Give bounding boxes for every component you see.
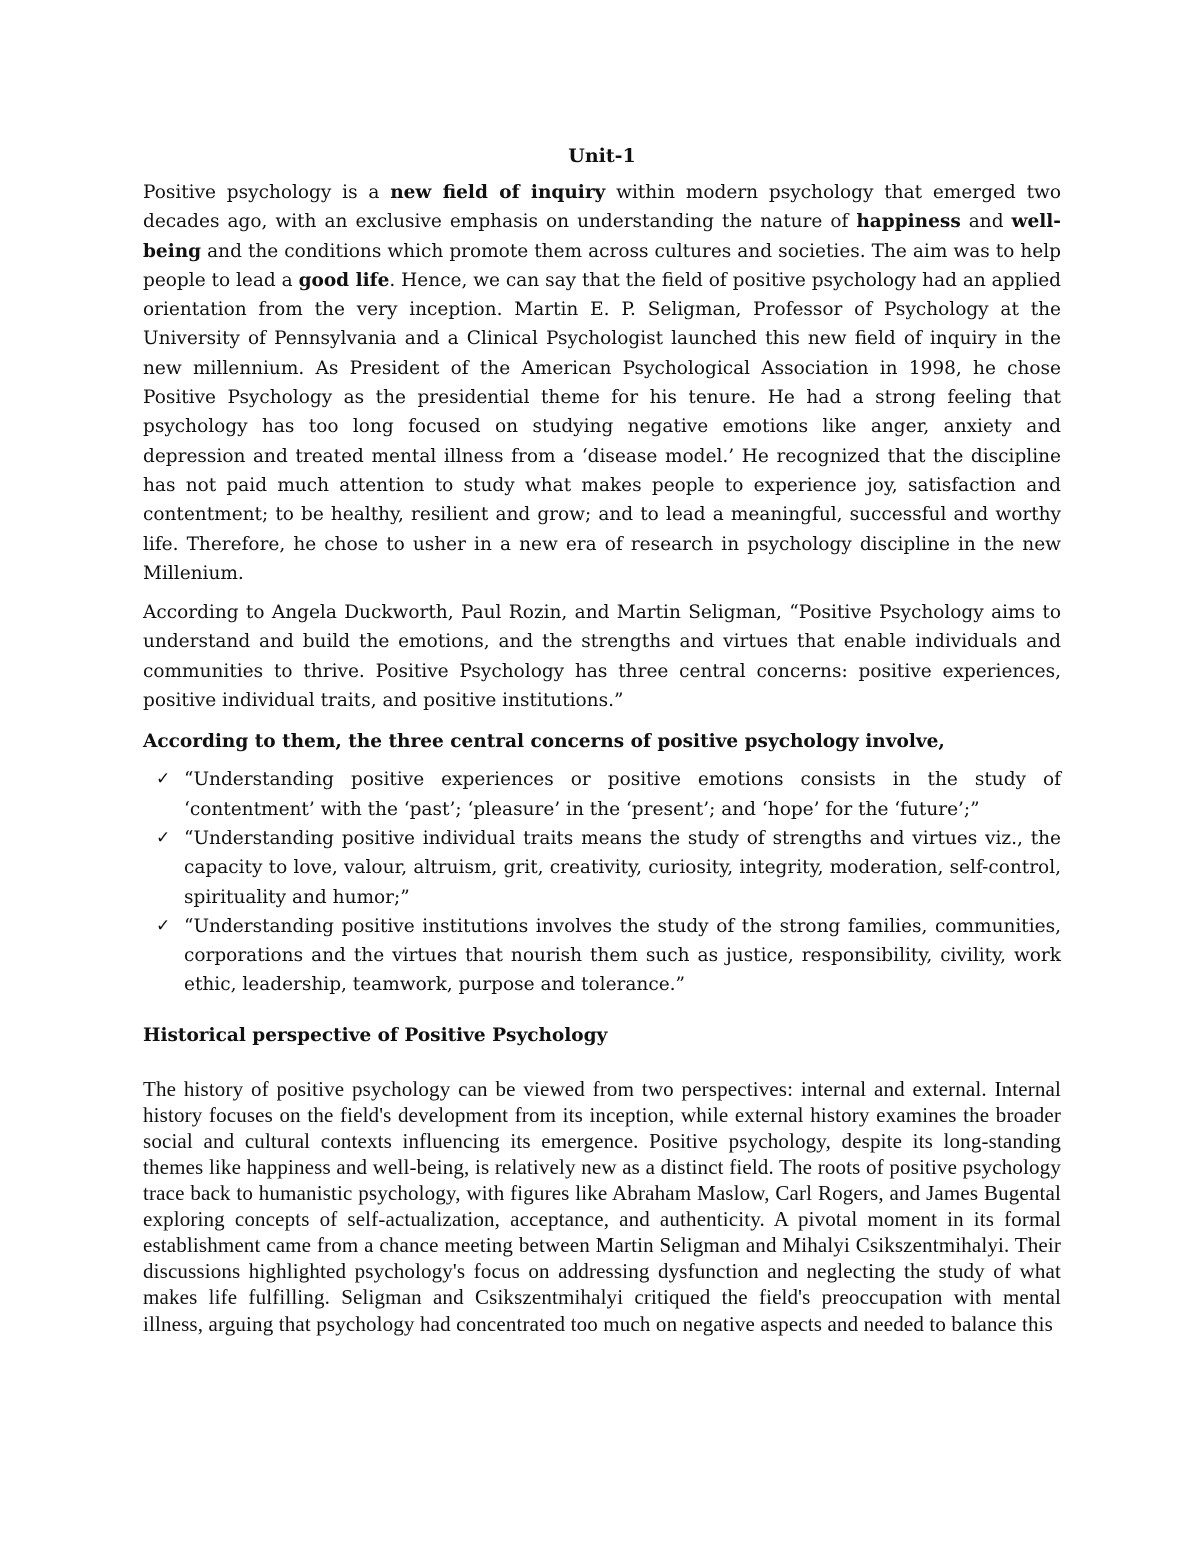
- checkmark-icon: ✓: [156, 915, 171, 936]
- intro-bold-term: well-being: [143, 211, 1061, 262]
- list-item-text: “Understanding positive individual traits means the study of strengths and virtues viz., the capacity to love, valour, altruism, grit, creativity, curiosity, integrity, moderation, self-control, spirituality and humor;”: [184, 827, 1061, 908]
- list-item: [143, 765, 1061, 824]
- concerns-heading: According to them, the three central concerns of positive psychology involve,: [143, 731, 945, 753]
- list-item: [143, 912, 1061, 1000]
- intro-bold-term: happiness: [856, 211, 961, 233]
- intro-bold-term: good life: [298, 269, 390, 291]
- intro-text: . Hence, we can say that the field of positive psychology had an applied orientation from the very inception. Martin E. P. Seligman, Professor of Psychology at the University of Pennsylvania and a Clinical Psychologist launched this new field of inquiry in the new millennium. As President of the American Psychological Association in 1998, he chose Positive Psychology as the presidential theme for his tenure. He had a strong feeling that psychology has too long focused on studying negative emotions like anger, anxiety and depression and treated mental illness from a ‘disease model.’ He recognized that the discipline has not paid much attention to study what makes people to experience joy, satisfaction and contentment; to be healthy, resilient and grow; and to lead a meaningful, successful and worthy life. Therefore, he chose to usher in a new era of research in psychology discipline in the new Millenium.: [143, 269, 1062, 584]
- intro-text: within modern psychology that emerged two decades ago, with an exclusive emphasis on understanding the nature of: [143, 182, 1061, 233]
- intro-text: and: [960, 211, 1012, 233]
- quote-paragraph: According to Angela Duckworth, Paul Rozin, and Martin Seligman, “Positive Psychology aims to understand and build the emotions, and the strengths and virtues that enable individuals and communities to thrive. Positive Psychology has three central concerns: positive experiences, positive individual traits, and positive institutions.”: [143, 602, 1061, 712]
- concerns-list: [143, 765, 1061, 999]
- intro-text: and the conditions which promote them across cultures and societies. The aim was to help people to lead a: [143, 240, 1061, 291]
- history-heading: Historical perspective of Positive Psychology: [143, 1024, 608, 1046]
- checkmark-icon: ✓: [156, 769, 171, 790]
- history-paragraph: The history of positive psychology can be viewed from two perspectives: internal and external. Internal history focuses on the field's development from its inception, while external history examines the broader social and cultural contexts influencing its emergence. Positive psychology, despite its long-standing themes like happiness and well-being, is relatively new as a distinct field. The roots of positive psychology trace back to humanistic psychology, with figures like Abraham Maslow, Carl Rogers, and James Bugental exploring concepts of self-actualization, acceptance, and authenticity. A pivotal moment in its formal establishment came from a chance meeting between Martin Seligman and Mihalyi Csikszentmihalyi. Their discussions highlighted psychology's focus on addressing dysfunction and neglecting the study of what makes life fulfilling. Seligman and Csikszentmihalyi critiqued the field's preoccupation with mental illness, arguing that psychology had concentrated too much on negative aspects and needed to balance this: [143, 1076, 1061, 1336]
- document-page: [143, 140, 1061, 1337]
- intro-paragraph: [143, 178, 1061, 588]
- list-item-text: “Understanding positive experiences or positive emotions consists in the study of ‘contentment’ with the ‘past’; ‘pleasure’ in the ‘present’; and ‘hope’ for the ‘future’;”: [184, 769, 1061, 820]
- checkmark-icon: ✓: [156, 827, 171, 848]
- list-item: [143, 824, 1061, 912]
- intro-bold-term: new field of inquiry: [390, 182, 606, 203]
- intro-text: Positive psychology is a: [143, 182, 391, 203]
- list-item-text: “Understanding positive institutions involves the study of the strong families, communities, corporations and the virtues that nourish them such as justice, responsibility, civility, work ethic, leadership, teamwork, purpose and tolerance.”: [184, 915, 1061, 996]
- page-title: Unit-1: [568, 145, 636, 167]
